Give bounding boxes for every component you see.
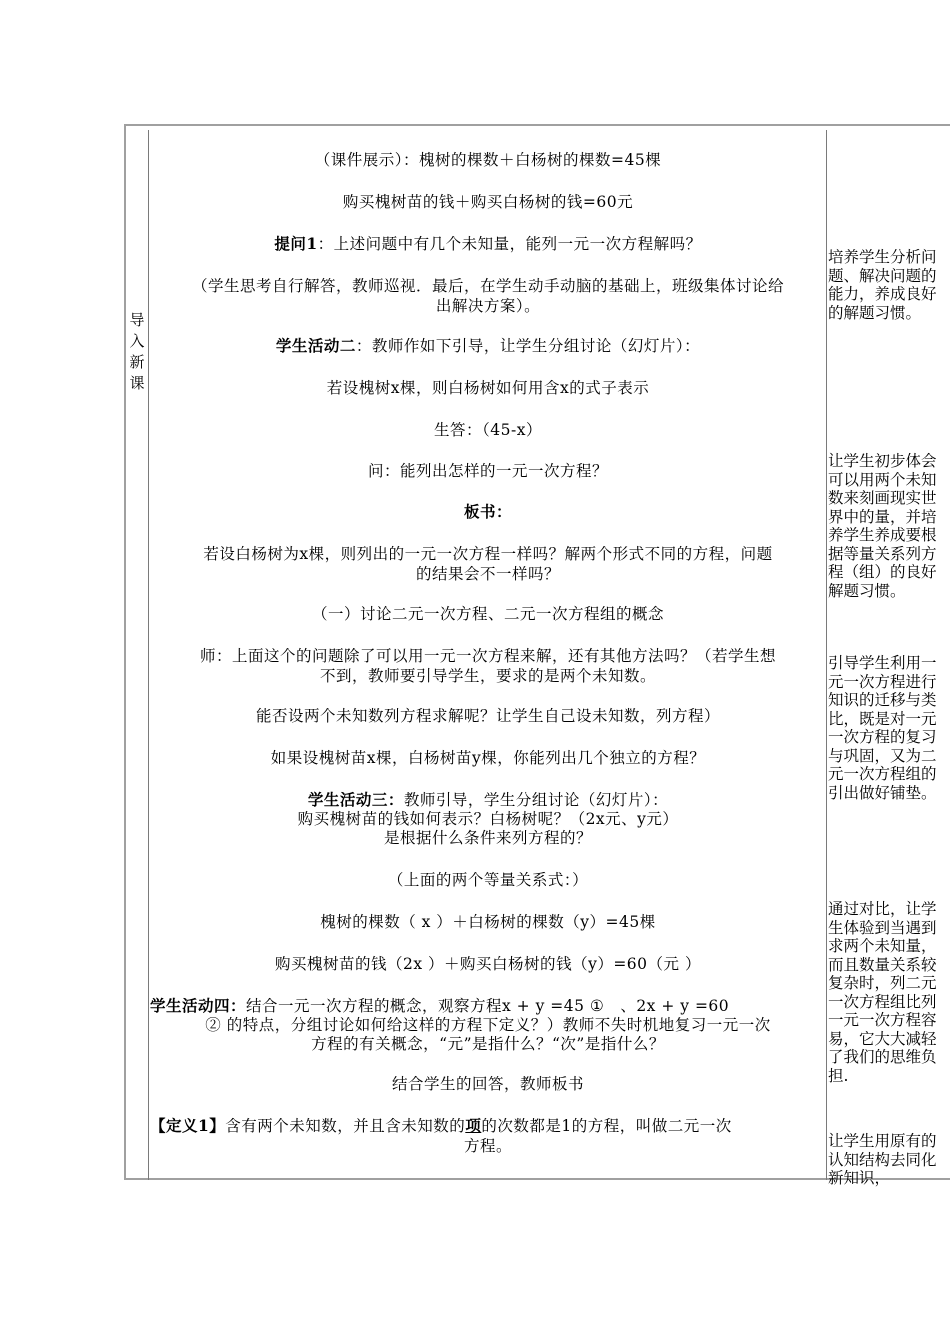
- activity-2: 学生活动二：教师作如下引导，让学生分组讨论（幻灯片）：: [275, 336, 701, 355]
- paragraph: 生答：（45-x）: [434, 421, 542, 439]
- note-3: 引导学生利用一元一次方程进行知识的迁移与类比，既是对一元一次方程的复习与巩固，又为二元一次方程组的引出做好铺垫。: [828, 654, 937, 802]
- note-1: 培养学生分析问题、解决问题的能力，养成良好的解题习惯。: [828, 248, 937, 322]
- stage-label: 导 入 新 课: [129, 311, 145, 392]
- note-2: 让学生初步体会可以用两个未知数来刻画现实世界中的量，并培养学生养成要根据等量关系列方程（组）的良好解题习惯。: [828, 452, 937, 600]
- definition-1: 【定义1】含有两个未知数，并且含未知数的项的次数都是1的方程，叫做二元一次 方程。: [150, 1116, 732, 1155]
- paragraph: 若设白杨树为x棵，则列出的一元一次方程一样吗？解两个形式不同的方程，问题 的结果会不一样吗？: [203, 545, 773, 583]
- question-1: 提问1：上述问题中有几个未知量，能列一元一次方程解吗？: [274, 234, 702, 253]
- paragraph: 如果设槐树苗x棵，白杨树苗y棵，你能列出几个独立的方程？: [270, 749, 706, 767]
- paragraph: 购买槐树苗的钱＋购买白杨树的钱=60元: [342, 193, 634, 211]
- note-5: 让学生用原有的认知结构去同化新知识，: [828, 1132, 937, 1187]
- paragraph: （上面的两个等量关系式：）: [387, 871, 589, 889]
- paragraph: （课件展示）：槐树的棵数＋白杨树的棵数=45棵: [314, 151, 662, 169]
- paragraph: 师：上面这个的问题除了可以用一元一次方程来解，还有其他方法吗？（若学生想 不到，教师要引导学生，要求的是两个未知数。: [199, 647, 776, 685]
- equation-1: 槐树的棵数（ x ）＋白杨树的棵数（y）=45棵: [320, 913, 656, 931]
- paragraph: 能否设两个未知数列方程求解呢？让学生自己设未知数，列方程）: [255, 707, 720, 725]
- column-divider-left: [148, 130, 149, 1180]
- activity-3: 学生活动三：教师引导，学生分组讨论（幻灯片）： 购买槐树苗的钱如何表示？白杨树呢？（2x元、y元） 是根据什么条件来列方程的？: [297, 790, 679, 847]
- paragraph: 问：能列出怎样的一元一次方程？: [367, 462, 608, 480]
- column-divider-right: [826, 130, 827, 1180]
- equation-2: 购买槐树苗的钱（2x ）＋购买白杨树的钱（y）=60（元 ）: [275, 955, 701, 973]
- section-heading: （一）讨论二元一次方程、二元一次方程组的概念: [311, 605, 664, 623]
- note-4: 通过对比，让学生体验到当遇到求两个未知量，而且数量关系较复杂时，列二元一次方程组比列一元一次方程容易，它大大减轻了我们的思维负担.: [828, 900, 937, 1085]
- paragraph: （学生思考自行解答，教师巡视．最后，在学生动手动脑的基础上，班级集体讨论给 出解决方案）。: [191, 277, 784, 315]
- activity-4: 学生活动四：结合一元一次方程的概念，观察方程x + y =45 ① 、2x + y =60 ② 的特点，分组讨论如何给这样的方程下定义？）教师不失时机地复习一元一次 方程的有关概念，“元”是指什么？“次”是指什么？: [150, 996, 771, 1053]
- paragraph: 若设槐树x棵，则白杨树如何用含x的式子表示: [326, 379, 650, 397]
- board-label: 板书：: [463, 502, 512, 521]
- paragraph: 结合学生的回答，教师板书: [391, 1075, 584, 1093]
